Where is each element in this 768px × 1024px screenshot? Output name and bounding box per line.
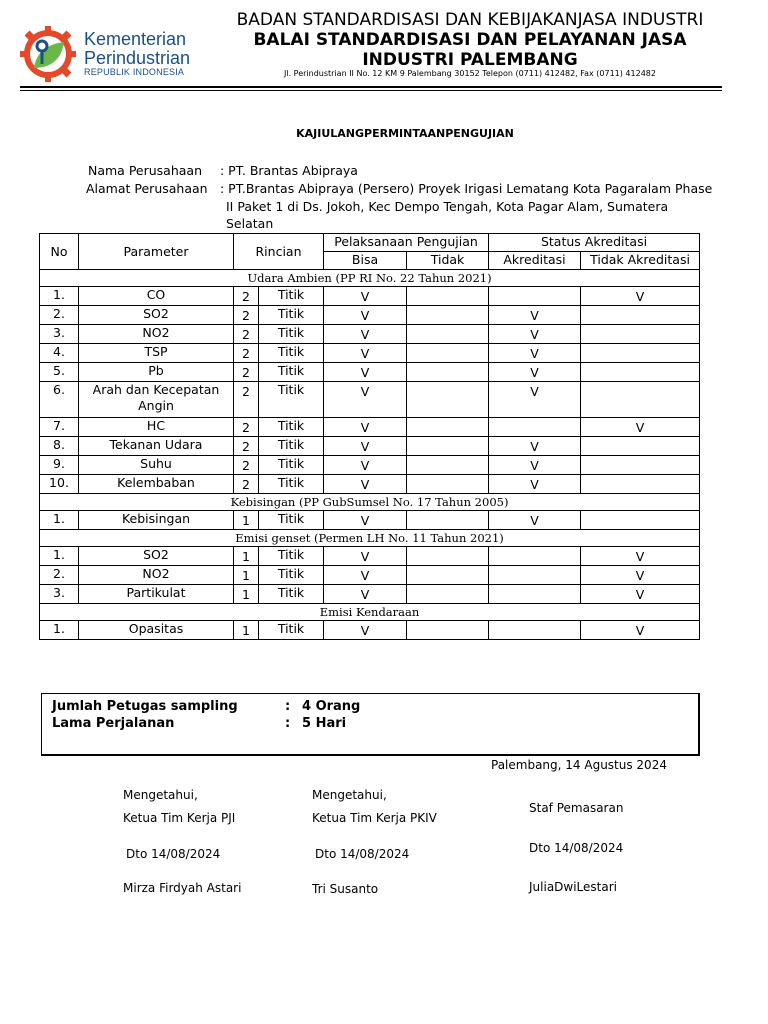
row-tidak bbox=[407, 287, 489, 306]
company-address-line1: : PT.Brantas Abipraya (Persero) Proyek Irigasi Lematang Kota Pagaralam Phase bbox=[220, 181, 713, 196]
row-bisa: V bbox=[324, 437, 407, 456]
row-unit: Titik bbox=[259, 585, 324, 604]
row-bisa: V bbox=[324, 621, 407, 640]
row-unit: Titik bbox=[259, 621, 324, 640]
row-tidak bbox=[407, 475, 489, 494]
sig2-role: Ketua Tim Kerja PKIV bbox=[312, 811, 437, 825]
row-no: 8. bbox=[40, 437, 79, 456]
sig1-know: Mengetahui, bbox=[123, 788, 198, 802]
row-bisa: V bbox=[324, 566, 407, 585]
table-row bbox=[40, 363, 700, 382]
header-pelaksanaan: Pelaksanaan Pengujian bbox=[324, 234, 489, 252]
row-parameter: SO2 bbox=[79, 547, 234, 566]
table-row bbox=[40, 621, 700, 640]
row-akreditasi: V bbox=[489, 325, 581, 344]
row-tidak-akreditasi bbox=[581, 437, 700, 456]
row-tidak-akreditasi: V bbox=[581, 418, 700, 437]
table-row bbox=[40, 306, 700, 325]
section-title: Emisi Kendaraan bbox=[40, 604, 700, 621]
row-parameter: Partikulat bbox=[79, 585, 234, 604]
row-akreditasi: V bbox=[489, 306, 581, 325]
table-row bbox=[40, 475, 700, 494]
company-address-line2: II Paket 1 di Ds. Jokoh, Kec Dempo Tengah, Kota Pagar Alam, Sumatera bbox=[226, 199, 669, 214]
row-unit: Titik bbox=[259, 363, 324, 382]
row-bisa: V bbox=[324, 382, 407, 418]
logo-subtitle: REPUBLIK INDONESIA bbox=[84, 67, 185, 77]
row-unit: Titik bbox=[259, 511, 324, 530]
row-unit: Titik bbox=[259, 306, 324, 325]
row-no: 1. bbox=[40, 511, 79, 530]
sig3-role: Staf Pemasaran bbox=[529, 801, 624, 815]
gear-leaf-icon bbox=[18, 24, 80, 84]
row-parameter: HC bbox=[79, 418, 234, 437]
row-tidak-akreditasi bbox=[581, 306, 700, 325]
row-tidak bbox=[407, 382, 489, 418]
row-bisa: V bbox=[324, 344, 407, 363]
sig1-dto: Dto 14/08/2024 bbox=[126, 847, 221, 861]
row-tidak bbox=[407, 585, 489, 604]
row-tidak-akreditasi bbox=[581, 325, 700, 344]
perjalanan-value: 5 Hari bbox=[302, 716, 347, 731]
row-parameter: Suhu bbox=[79, 456, 234, 475]
row-bisa: V bbox=[324, 585, 407, 604]
row-akreditasi: V bbox=[489, 511, 581, 530]
document-title: KAJIULANGPERMINTAANPENGUJIAN bbox=[296, 127, 514, 140]
agency-name: BADAN STANDARDISASI DAN KEBIJAKANJASA INDUSTRI bbox=[236, 10, 704, 30]
row-parameter: NO2 bbox=[79, 325, 234, 344]
row-no: 6. bbox=[40, 382, 79, 418]
row-tidak bbox=[407, 511, 489, 530]
logo-wordmark: Kementerian Perindustrian bbox=[84, 29, 191, 68]
row-qty: 2 bbox=[234, 306, 259, 325]
row-tidak bbox=[407, 306, 489, 325]
table-row bbox=[40, 585, 700, 604]
row-akreditasi: V bbox=[489, 363, 581, 382]
row-unit: Titik bbox=[259, 547, 324, 566]
row-qty: 1 bbox=[234, 566, 259, 585]
row-parameter: SO2 bbox=[79, 306, 234, 325]
row-unit: Titik bbox=[259, 325, 324, 344]
petugas-label: Jumlah Petugas sampling bbox=[52, 699, 238, 714]
row-qty: 2 bbox=[234, 418, 259, 437]
row-akreditasi: V bbox=[489, 344, 581, 363]
row-tidak-akreditasi: V bbox=[581, 547, 700, 566]
row-parameter: TSP bbox=[79, 344, 234, 363]
row-no: 1. bbox=[40, 287, 79, 306]
row-bisa: V bbox=[324, 418, 407, 437]
header-parameter: Parameter bbox=[79, 234, 234, 270]
row-tidak bbox=[407, 344, 489, 363]
row-unit: Titik bbox=[259, 287, 324, 306]
test-request-table bbox=[39, 233, 700, 640]
row-no: 10. bbox=[40, 475, 79, 494]
row-unit: Titik bbox=[259, 382, 324, 418]
row-bisa: V bbox=[324, 287, 407, 306]
row-bisa: V bbox=[324, 475, 407, 494]
header-status: Status Akreditasi bbox=[489, 234, 700, 252]
sig3-dto: Dto 14/08/2024 bbox=[529, 841, 624, 855]
row-tidak bbox=[407, 566, 489, 585]
row-tidak-akreditasi bbox=[581, 363, 700, 382]
row-no: 5. bbox=[40, 363, 79, 382]
header-akreditasi: Akreditasi bbox=[489, 252, 581, 270]
row-unit: Titik bbox=[259, 566, 324, 585]
row-bisa: V bbox=[324, 547, 407, 566]
header-tidak-akreditasi: Tidak Akreditasi bbox=[581, 252, 700, 270]
company-name-value: : PT. Brantas Abipraya bbox=[220, 163, 358, 178]
row-akreditasi bbox=[489, 547, 581, 566]
table-row bbox=[40, 344, 700, 363]
company-address-line3: Selatan bbox=[226, 216, 274, 231]
row-bisa: V bbox=[324, 306, 407, 325]
row-tidak bbox=[407, 363, 489, 382]
row-tidak-akreditasi: V bbox=[581, 621, 700, 640]
row-tidak-akreditasi: V bbox=[581, 287, 700, 306]
petugas-value: 4 Orang bbox=[302, 699, 361, 714]
perjalanan-label: Lama Perjalanan bbox=[52, 716, 175, 731]
row-parameter: Kelembaban bbox=[79, 475, 234, 494]
row-parameter: Opasitas bbox=[79, 621, 234, 640]
row-no: 2. bbox=[40, 306, 79, 325]
row-parameter: Pb bbox=[79, 363, 234, 382]
row-tidak-akreditasi bbox=[581, 511, 700, 530]
row-unit: Titik bbox=[259, 344, 324, 363]
header-no: No bbox=[40, 234, 79, 270]
table-row bbox=[40, 437, 700, 456]
row-tidak-akreditasi: V bbox=[581, 566, 700, 585]
sig1-name: Mirza Firdyah Astari bbox=[123, 881, 242, 895]
row-qty: 2 bbox=[234, 287, 259, 306]
row-bisa: V bbox=[324, 511, 407, 530]
row-qty: 1 bbox=[234, 621, 259, 640]
row-qty: 2 bbox=[234, 437, 259, 456]
row-no: 2. bbox=[40, 566, 79, 585]
row-qty: 2 bbox=[234, 475, 259, 494]
row-unit: Titik bbox=[259, 456, 324, 475]
row-unit: Titik bbox=[259, 475, 324, 494]
row-bisa: V bbox=[324, 456, 407, 475]
row-qty: 2 bbox=[234, 382, 259, 418]
office-address: Jl. Perindustrian II No. 12 KM 9 Palembang 30152 Telepon (0711) 412482, Fax (0711) 412482 bbox=[284, 69, 656, 78]
header-bisa: Bisa bbox=[324, 252, 407, 270]
sig2-name: Tri Susanto bbox=[312, 882, 379, 896]
row-no: 1. bbox=[40, 547, 79, 566]
table-row bbox=[40, 382, 700, 418]
row-no: 7. bbox=[40, 418, 79, 437]
row-no: 4. bbox=[40, 344, 79, 363]
row-akreditasi: V bbox=[489, 475, 581, 494]
row-akreditasi bbox=[489, 418, 581, 437]
row-qty: 2 bbox=[234, 363, 259, 382]
table-row bbox=[40, 287, 700, 306]
row-tidak bbox=[407, 621, 489, 640]
row-tidak-akreditasi bbox=[581, 475, 700, 494]
row-tidak bbox=[407, 325, 489, 344]
row-akreditasi bbox=[489, 566, 581, 585]
petugas-colon: : bbox=[285, 699, 291, 714]
sig2-know: Mengetahui, bbox=[312, 788, 387, 802]
row-qty: 1 bbox=[234, 511, 259, 530]
row-tidak bbox=[407, 418, 489, 437]
table-row bbox=[40, 566, 700, 585]
office-name: BALAI STANDARDISASI DAN PELAYANAN JASA INDUSTRI PALEMBANG bbox=[253, 30, 687, 70]
row-akreditasi: V bbox=[489, 437, 581, 456]
row-qty: 1 bbox=[234, 585, 259, 604]
row-akreditasi bbox=[489, 621, 581, 640]
perjalanan-colon: : bbox=[285, 716, 291, 731]
company-address-label: Alamat Perusahaan bbox=[86, 181, 208, 196]
row-tidak bbox=[407, 547, 489, 566]
row-qty: 2 bbox=[234, 456, 259, 475]
row-parameter: NO2 bbox=[79, 566, 234, 585]
header-divider bbox=[20, 86, 722, 88]
row-bisa: V bbox=[324, 325, 407, 344]
row-no: 3. bbox=[40, 325, 79, 344]
header-divider-thin bbox=[20, 90, 722, 91]
row-unit: Titik bbox=[259, 437, 324, 456]
row-tidak-akreditasi bbox=[581, 382, 700, 418]
row-akreditasi bbox=[489, 287, 581, 306]
row-tidak bbox=[407, 456, 489, 475]
section-title: Emisi genset (Permen LH No. 11 Tahun 2021) bbox=[40, 530, 700, 547]
section-title: Kebisingan (PP GubSumsel No. 17 Tahun 2005) bbox=[40, 494, 700, 511]
row-parameter: Tekanan Udara bbox=[79, 437, 234, 456]
row-qty: 2 bbox=[234, 325, 259, 344]
place-date: Palembang, 14 Agustus 2024 bbox=[491, 758, 667, 772]
table-row bbox=[40, 547, 700, 566]
table-row bbox=[40, 456, 700, 475]
sig2-dto: Dto 14/08/2024 bbox=[315, 847, 410, 861]
row-qty: 2 bbox=[234, 344, 259, 363]
row-no: 1. bbox=[40, 621, 79, 640]
row-bisa: V bbox=[324, 363, 407, 382]
row-no: 3. bbox=[40, 585, 79, 604]
company-name-label: Nama Perusahaan bbox=[88, 163, 203, 178]
row-qty: 1 bbox=[234, 547, 259, 566]
row-tidak-akreditasi bbox=[581, 344, 700, 363]
table-row bbox=[40, 418, 700, 437]
header-tidak: Tidak bbox=[407, 252, 489, 270]
row-unit: Titik bbox=[259, 418, 324, 437]
row-no: 9. bbox=[40, 456, 79, 475]
row-tidak-akreditasi: V bbox=[581, 585, 700, 604]
row-akreditasi: V bbox=[489, 456, 581, 475]
row-parameter: Kebisingan bbox=[79, 511, 234, 530]
row-akreditasi: V bbox=[489, 382, 581, 418]
row-parameter: CO bbox=[79, 287, 234, 306]
table-row bbox=[40, 511, 700, 530]
header-rincian: Rincian bbox=[234, 234, 324, 270]
row-akreditasi bbox=[489, 585, 581, 604]
table-row bbox=[40, 325, 700, 344]
row-tidak-akreditasi bbox=[581, 456, 700, 475]
sig1-role: Ketua Tim Kerja PJI bbox=[123, 811, 236, 825]
section-title: Udara Ambien (PP RI No. 22 Tahun 2021) bbox=[40, 270, 700, 287]
sig3-name: JuliaDwiLestari bbox=[529, 880, 617, 894]
row-parameter: Arah dan Kecepatan Angin bbox=[79, 382, 234, 418]
row-tidak bbox=[407, 437, 489, 456]
